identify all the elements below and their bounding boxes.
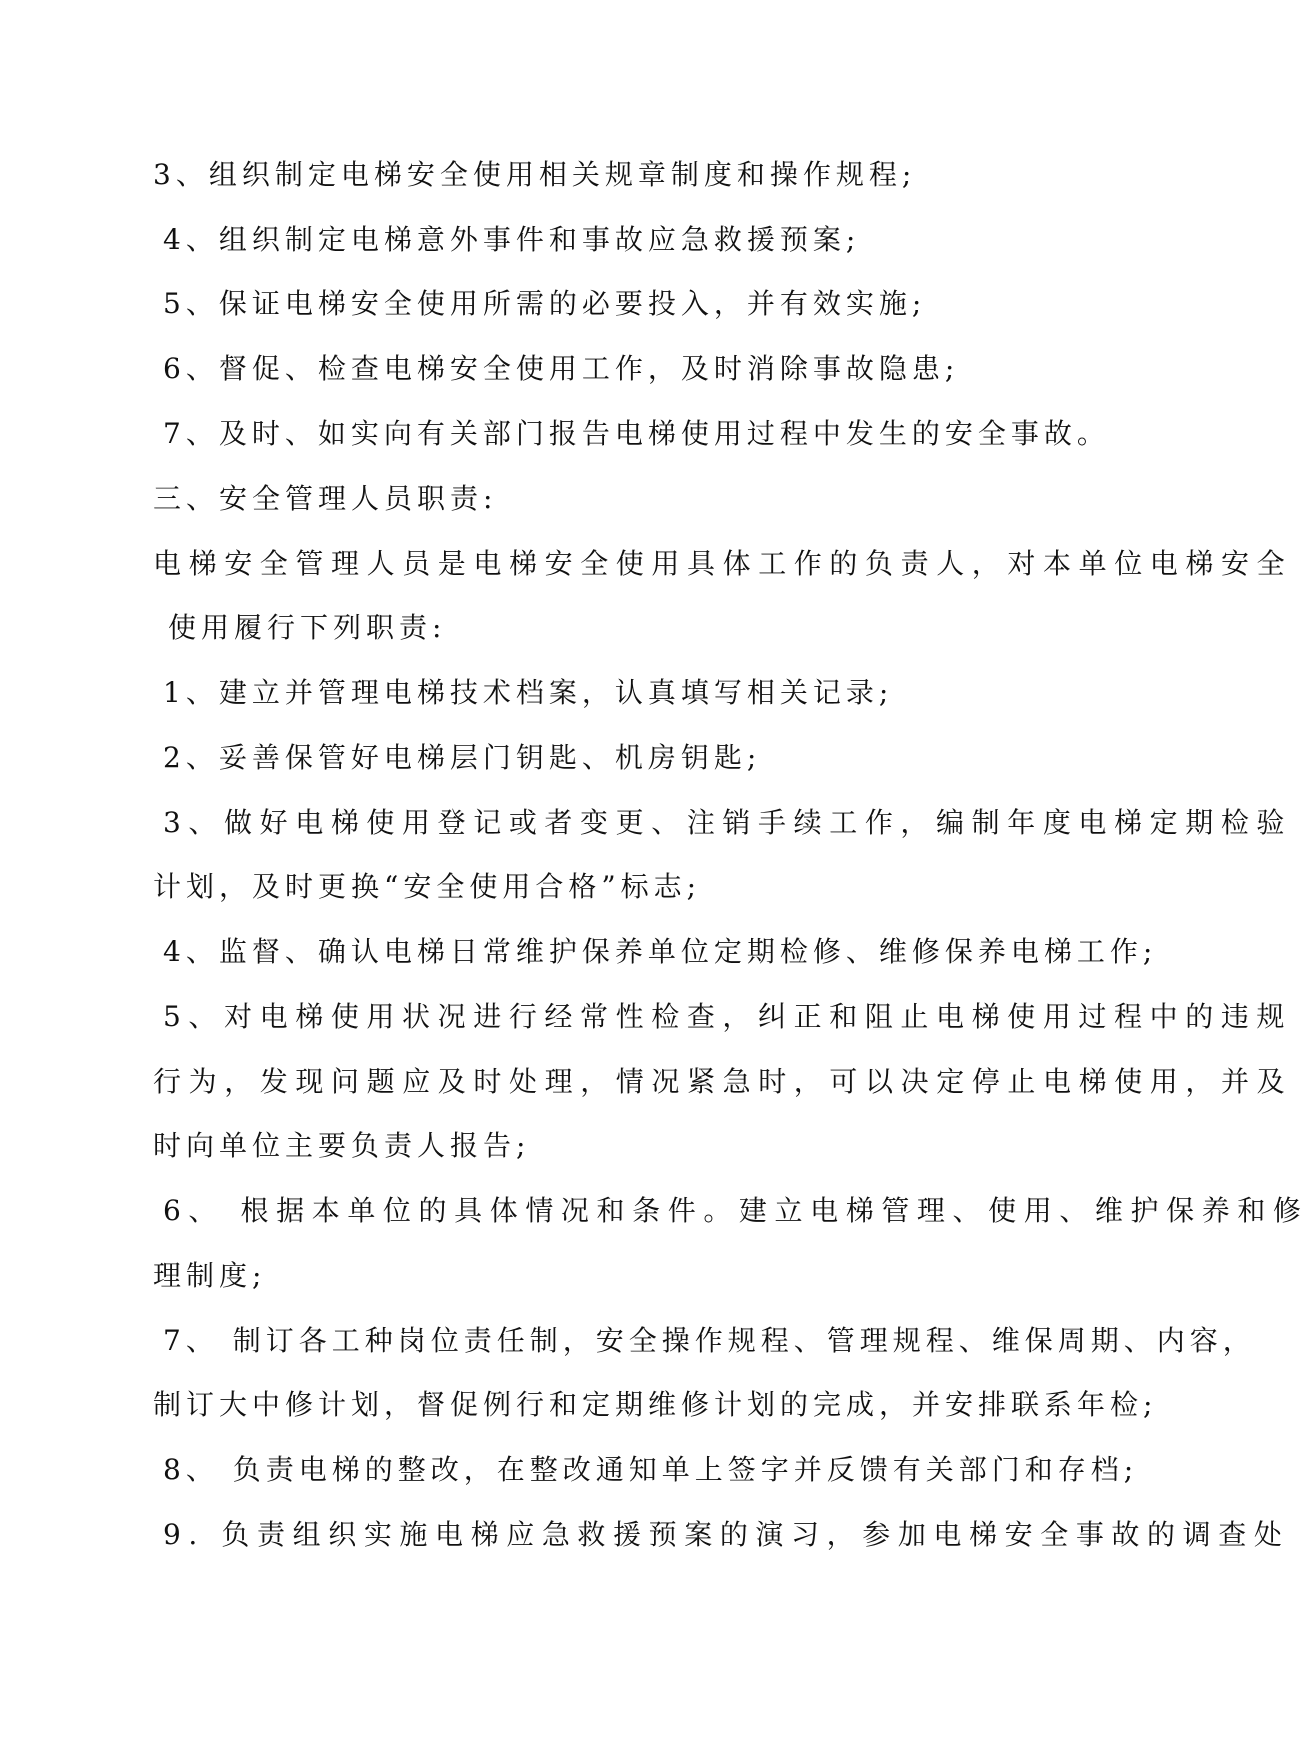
text-line: 8、 负责电梯的整改，在整改通知单上签字并反馈有关部门和存档; bbox=[163, 1453, 1139, 1486]
section-heading: 三、安全管理人员职责: bbox=[153, 482, 498, 515]
text-line: 4、监督、确认电梯日常维护保养单位定期检修、维修保养电梯工作; bbox=[163, 935, 1158, 968]
text-line: 计划，及时更换“安全使用合格”标志; bbox=[153, 870, 702, 903]
text-line: 电梯安全管理人员是电梯安全使用具体工作的负责人，对本单位电梯安全 bbox=[153, 547, 1293, 580]
text-line: 使用履行下列职责: bbox=[168, 611, 447, 644]
text-line: 制订大中修计划，督促例行和定期维修计划的完成，并安排联系年检; bbox=[153, 1388, 1158, 1421]
text-line: 7、及时、如实向有关部门报告电梯使用过程中发生的安全事故。 bbox=[163, 417, 1110, 450]
text-line: 3、组织制定电梯安全使用相关规章制度和操作规程; bbox=[153, 158, 917, 191]
text-line: 5、对电梯使用状况进行经常性检查，纠正和阻止电梯使用过程中的违规 bbox=[163, 1000, 1293, 1033]
text-line: 时向单位主要负责人报告; bbox=[153, 1129, 531, 1162]
text-line: 4、组织制定电梯意外事件和事故应急救援预案; bbox=[163, 223, 861, 256]
text-line: 3、做好电梯使用登记或者变更、注销手续工作，编制年度电梯定期检验 bbox=[163, 806, 1293, 839]
text-line: 理制度; bbox=[153, 1259, 267, 1292]
text-line: 5、保证电梯安全使用所需的必要投入，并有效实施; bbox=[163, 287, 927, 320]
text-line: 6、 根据本单位的具体情况和条件。建立电梯管理、使用、维护保养和修 bbox=[163, 1194, 1309, 1227]
text-line: 9. 负责组织实施电梯应急救援预案的演习，参加电梯安全事故的调查处 bbox=[163, 1518, 1290, 1551]
text-line: 行为，发现问题应及时处理，情况紧急时，可以决定停止电梯使用，并及 bbox=[153, 1065, 1293, 1098]
text-line: 6、督促、检查电梯安全使用工作，及时消除事故隐患; bbox=[163, 352, 960, 385]
text-line: 7、 制订各工种岗位责任制，安全操作规程、管理规程、维保周期、内容， bbox=[163, 1324, 1256, 1357]
text-line: 1、建立并管理电梯技术档案，认真填写相关记录; bbox=[163, 676, 894, 709]
text-line: 2、妥善保管好电梯层门钥匙、机房钥匙; bbox=[163, 741, 762, 774]
